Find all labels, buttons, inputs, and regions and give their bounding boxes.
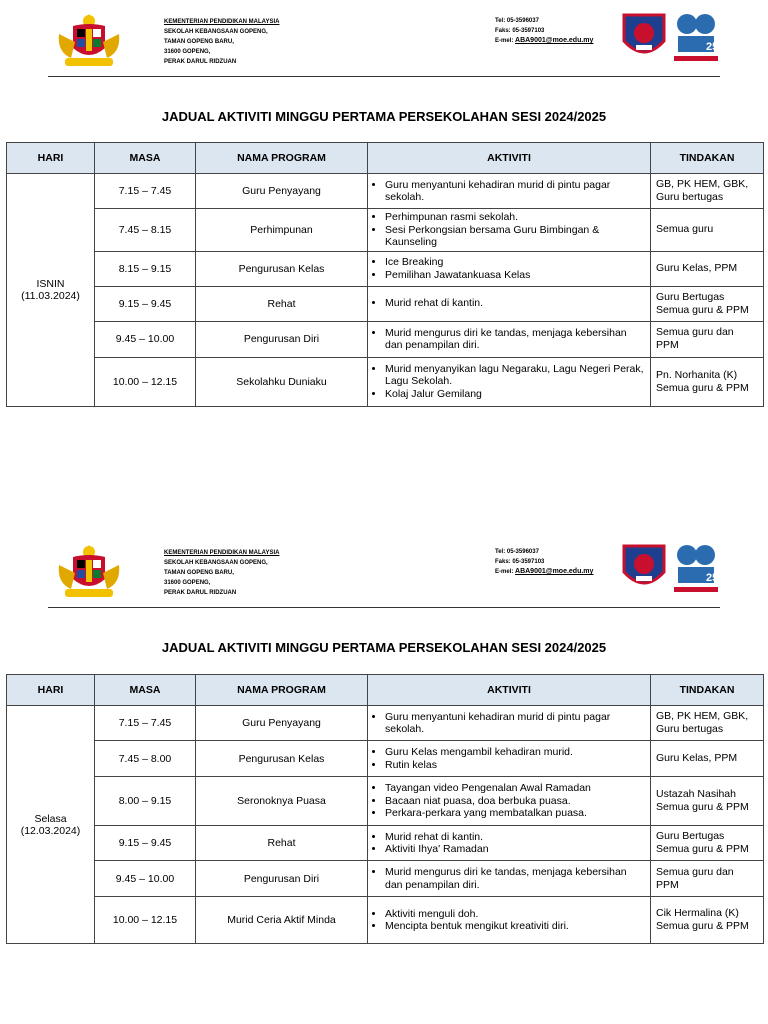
org-line: SEKOLAH KEBANGSAAN GOPENG, [164, 560, 268, 566]
school-logo-icon [620, 542, 668, 594]
masa-cell: 9.15 – 9.45 [95, 826, 196, 861]
table-row [7, 174, 764, 209]
aktiviti-cell [368, 897, 651, 944]
org-line: SEKOLAH KEBANGSAAN GOPENG, [164, 29, 268, 35]
aktiviti-item: • Murid mengurus diri ke tandas, menjaga kebersihan dan penampilan diri. [385, 866, 645, 891]
email-label: E-mel: [495, 38, 516, 44]
aktiviti-cell [368, 826, 651, 861]
program-cell: Pengurusan Diri [196, 861, 368, 897]
schedule-body [7, 706, 764, 944]
aktiviti-item: • Murid rehat di kantin. [385, 831, 645, 844]
program-cell: Sekolahku Duniaku [196, 357, 368, 406]
table-header-row [7, 675, 764, 706]
aktiviti-list [373, 179, 645, 204]
masa-cell: 7.15 – 7.45 [95, 174, 196, 209]
aktiviti-item: • Tayangan video Pengenalan Awal Ramadan [385, 782, 645, 795]
aktiviti-cell [368, 777, 651, 826]
table-row [7, 777, 764, 826]
header-nama-program: NAMA PROGRAM [196, 143, 368, 174]
masa-cell: 10.00 – 12.15 [95, 357, 196, 406]
aktiviti-item: • Murid rehat di kantin. [385, 297, 645, 310]
header-masa: MASA [95, 143, 196, 174]
schedule-table [6, 142, 764, 407]
letterhead [48, 541, 720, 608]
aktiviti-item: • Rutin kelas [385, 759, 645, 772]
email-label: E-mel: [495, 569, 516, 575]
org-line: 31600 GOPENG, [164, 580, 211, 586]
tindakan-cell: Ustazah Nasihah Semua guru & PPM [651, 777, 764, 826]
header-masa: MASA [95, 675, 196, 706]
malaysia-coat-of-arms-icon [53, 543, 125, 601]
tindakan-cell: Guru Bertugas Semua guru & PPM [651, 286, 764, 321]
masa-cell: 7.45 – 8.00 [95, 741, 196, 777]
program-cell: Perhimpunan [196, 209, 368, 252]
email-link[interactable]: ABA9001@moe.edu.my [515, 568, 594, 575]
masa-cell: 7.15 – 7.45 [95, 706, 196, 741]
faks: Faks: 05-3597103 [495, 28, 545, 34]
aktiviti-list [373, 866, 645, 891]
logo-number: 25 [706, 41, 719, 53]
table-row [7, 706, 764, 741]
masa-cell: 9.45 – 10.00 [95, 321, 196, 357]
aktiviti-list [373, 363, 645, 401]
aktiviti-cell [368, 251, 651, 286]
aktiviti-list [373, 297, 645, 310]
aktiviti-list [373, 782, 645, 820]
contact-info [495, 16, 593, 46]
org-line: TAMAN GOPENG BARU, [164, 570, 234, 576]
program-cell: Pengurusan Diri [196, 321, 368, 357]
tel: Tel: 05-3596037 [495, 18, 539, 24]
header-aktiviti: AKTIVITI [368, 143, 651, 174]
aktiviti-cell [368, 861, 651, 897]
masa-cell: 10.00 – 12.15 [95, 897, 196, 944]
tindakan-cell: Semua guru [651, 209, 764, 252]
aktiviti-item: • Murid mengurus diri ke tandas, menjaga kebersihan dan penampilan diri. [385, 327, 645, 352]
day-cell: ISNIN (11.03.2024) [7, 174, 95, 407]
aktiviti-item: • Perhimpunan rasmi sekolah. [385, 211, 645, 224]
aktiviti-cell [368, 286, 651, 321]
masa-cell: 8.15 – 9.15 [95, 251, 196, 286]
tindakan-cell: Guru Kelas, PPM [651, 251, 764, 286]
schedule-body [7, 174, 764, 407]
program-cell: Murid Ceria Aktif Minda [196, 897, 368, 944]
tindakan-cell: Guru Kelas, PPM [651, 741, 764, 777]
org-line: PERAK DARUL RIDZUAN [164, 59, 237, 65]
aktiviti-item: • Guru menyantuni kehadiran murid di pintu pagar sekolah. [385, 711, 645, 736]
aktiviti-list [373, 211, 645, 249]
aktiviti-cell [368, 174, 651, 209]
org-line: 31600 GOPENG, [164, 49, 211, 55]
aktiviti-item: • Aktiviti Ihya' Ramadan [385, 843, 645, 856]
table-row [7, 286, 764, 321]
day-cell: Selasa (12.03.2024) [7, 706, 95, 944]
ministry-address [164, 17, 279, 67]
org-line: TAMAN GOPENG BARU, [164, 39, 234, 45]
email-link[interactable]: ABA9001@moe.edu.my [515, 37, 594, 44]
header-hari: HARI [7, 675, 95, 706]
org-line: KEMENTERIAN PENDIDIKAN MALAYSIA [164, 550, 280, 556]
logo-number: 25 [706, 572, 719, 584]
tindakan-cell: Pn. Norhanita (K) Semua guru & PPM [651, 357, 764, 406]
aktiviti-item: • Mencipta bentuk mengikut kreativiti diri. [385, 920, 645, 933]
aktiviti-cell [368, 706, 651, 741]
table-row [7, 826, 764, 861]
ministry-address [164, 548, 279, 598]
program-cell: Guru Penyayang [196, 706, 368, 741]
aktiviti-list [373, 711, 645, 736]
org-line: KEMENTERIAN PENDIDIKAN MALAYSIA [164, 19, 280, 25]
aktiviti-item: • Pemilihan Jawatankuasa Kelas [385, 269, 645, 282]
contact-info [495, 547, 593, 577]
header-tindakan: TINDAKAN [651, 143, 764, 174]
table-row [7, 321, 764, 357]
table-header-row [7, 143, 764, 174]
table-row [7, 861, 764, 897]
program-cell: Rehat [196, 826, 368, 861]
page-title: JADUAL AKTIVITI MINGGU PERTAMA PERSEKOLAHAN SESI 2024/2025 [161, 109, 607, 124]
aktiviti-list [373, 908, 645, 933]
table-row [7, 357, 764, 406]
header-hari: HARI [7, 143, 95, 174]
tindakan-cell: GB, PK HEM, GBK, Guru bertugas [651, 174, 764, 209]
masa-cell: 8.00 – 9.15 [95, 777, 196, 826]
sk-logo-25-icon [672, 10, 720, 64]
aktiviti-list [373, 327, 645, 352]
letterhead [48, 10, 720, 77]
program-cell: Rehat [196, 286, 368, 321]
masa-cell: 9.15 – 9.45 [95, 286, 196, 321]
aktiviti-cell [368, 357, 651, 406]
program-cell: Pengurusan Kelas [196, 741, 368, 777]
aktiviti-item: • Ice Breaking [385, 256, 645, 269]
aktiviti-item: • Bacaan niat puasa, doa berbuka puasa. [385, 795, 645, 808]
org-line: PERAK DARUL RIDZUAN [164, 590, 237, 596]
sk-logo-25-icon [672, 541, 720, 595]
table-row [7, 251, 764, 286]
masa-cell: 9.45 – 10.00 [95, 861, 196, 897]
header-aktiviti: AKTIVITI [368, 675, 651, 706]
tel: Tel: 05-3596037 [495, 549, 539, 555]
aktiviti-list [373, 831, 645, 856]
aktiviti-item: • Guru Kelas mengambil kehadiran murid. [385, 746, 645, 759]
schedule-table [6, 674, 764, 944]
faks: Faks: 05-3597103 [495, 559, 545, 565]
tindakan-cell: Cik Hermalina (K) Semua guru & PPM [651, 897, 764, 944]
program-cell: Seronoknya Puasa [196, 777, 368, 826]
table-row [7, 741, 764, 777]
malaysia-coat-of-arms-icon [53, 12, 125, 70]
header-nama-program: NAMA PROGRAM [196, 675, 368, 706]
aktiviti-cell [368, 741, 651, 777]
tindakan-cell: Semua guru dan PPM [651, 861, 764, 897]
masa-cell: 7.45 – 8.15 [95, 209, 196, 252]
tindakan-cell: GB, PK HEM, GBK, Guru bertugas [651, 706, 764, 741]
program-cell: Guru Penyayang [196, 174, 368, 209]
tindakan-cell: Guru Bertugas Semua guru & PPM [651, 826, 764, 861]
aktiviti-cell [368, 209, 651, 252]
header-tindakan: TINDAKAN [651, 675, 764, 706]
aktiviti-item: • Kolaj Jalur Gemilang [385, 388, 645, 401]
aktiviti-cell [368, 321, 651, 357]
aktiviti-item: • Perkara-perkara yang membatalkan puasa. [385, 807, 645, 820]
aktiviti-list [373, 746, 645, 771]
aktiviti-item: • Aktiviti menguli doh. [385, 908, 645, 921]
aktiviti-list [373, 256, 645, 281]
program-cell: Pengurusan Kelas [196, 251, 368, 286]
table-row [7, 897, 764, 944]
page-title: JADUAL AKTIVITI MINGGU PERTAMA PERSEKOLAHAN SESI 2024/2025 [161, 640, 607, 655]
aktiviti-item: • Sesi Perkongsian bersama Guru Bimbingan & Kaunseling [385, 224, 645, 249]
aktiviti-item: • Murid menyanyikan lagu Negaraku, Lagu Negeri Perak, Lagu Sekolah. [385, 363, 645, 388]
table-row [7, 209, 764, 252]
tindakan-cell: Semua guru dan PPM [651, 321, 764, 357]
school-logo-icon [620, 11, 668, 63]
aktiviti-item: • Guru menyantuni kehadiran murid di pintu pagar sekolah. [385, 179, 645, 204]
